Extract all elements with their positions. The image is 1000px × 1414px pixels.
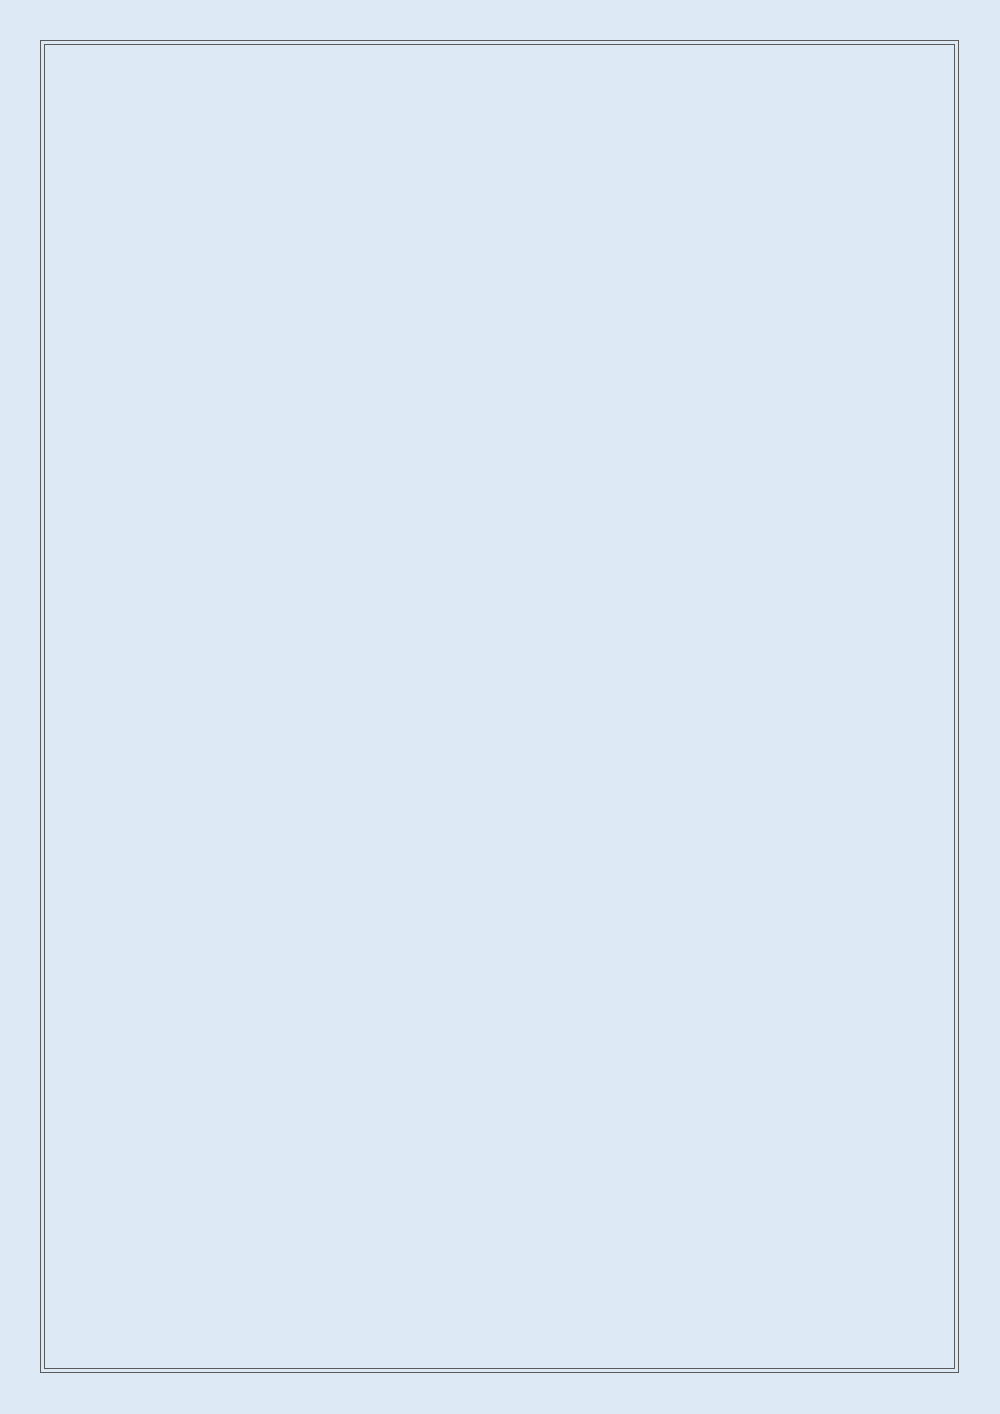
worksheet-content [60, 46, 940, 60]
liveworksheets-logo-mark-icon [969, 1377, 984, 1408]
worksheet-inner-border [44, 44, 955, 1369]
liveworksheets-logo[interactable] [969, 1376, 988, 1408]
worksheet-border [40, 40, 959, 1373]
